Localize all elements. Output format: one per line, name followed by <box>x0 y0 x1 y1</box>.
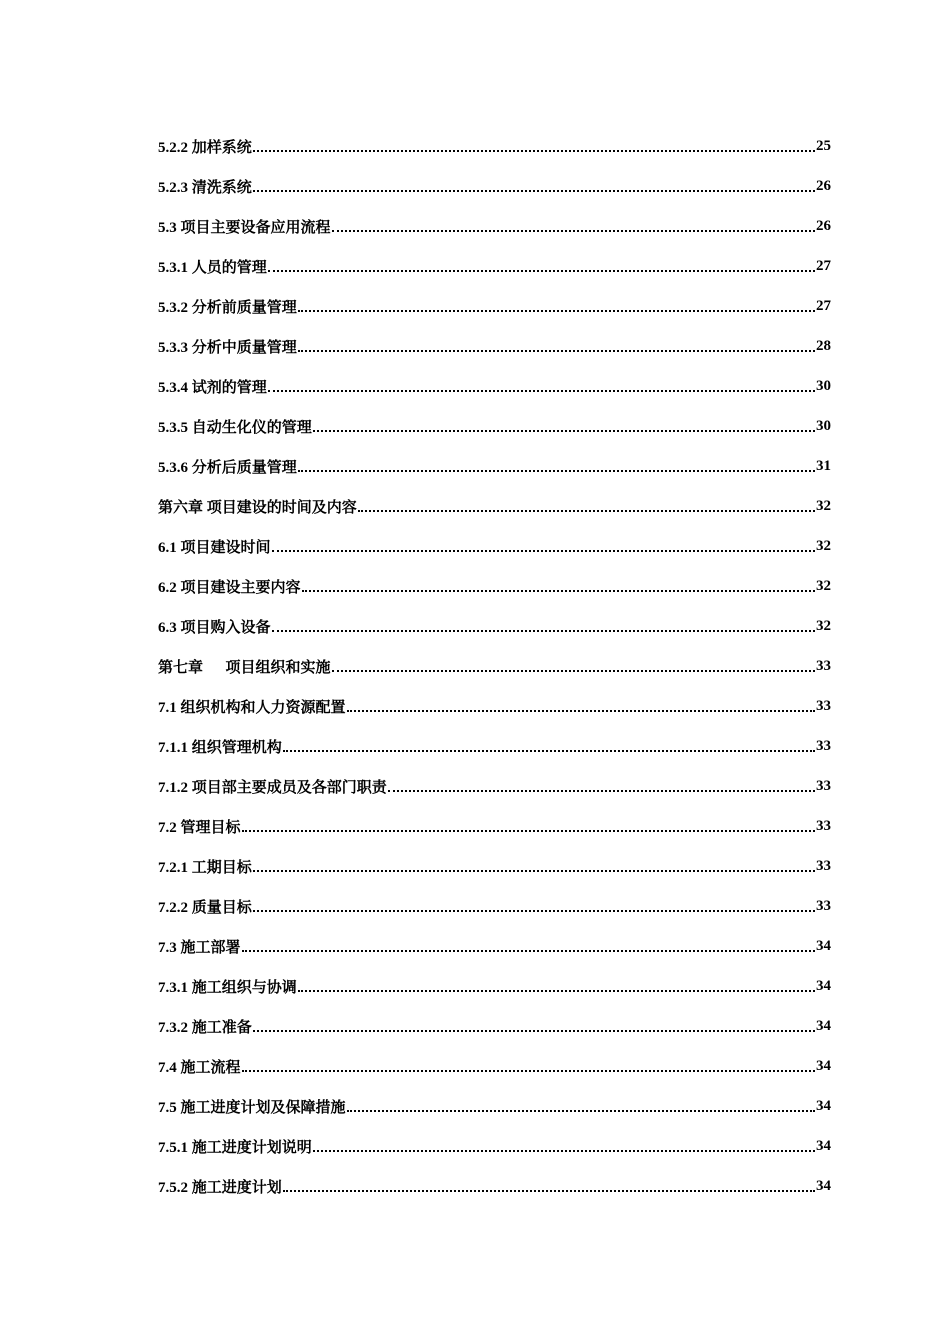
toc-entry-page: 33 <box>816 857 831 874</box>
toc-entry[interactable] <box>158 566 831 606</box>
toc-entry-page: 26 <box>816 177 831 194</box>
toc-entry[interactable] <box>158 286 831 326</box>
toc-entry[interactable] <box>158 326 831 366</box>
toc-entry-title: 第六章 项目建设的时间及内容 <box>158 499 357 516</box>
toc-entry-page: 34 <box>816 1057 831 1074</box>
toc-dot-leader <box>283 750 815 752</box>
toc-dot-leader <box>347 1110 815 1112</box>
toc-entry-title: 7.2 管理目标 <box>158 819 241 836</box>
toc-entry-title: 7.1 组织机构和人力资源配置 <box>158 699 346 716</box>
toc-entry-page: 32 <box>816 497 831 514</box>
toc-entry-page: 32 <box>816 617 831 634</box>
toc-entry-title: 7.4 施工流程 <box>158 1059 241 1076</box>
toc-entry[interactable] <box>158 766 831 806</box>
toc-entry-title: 6.1 项目建设时间 <box>158 539 271 556</box>
toc-dot-leader <box>272 630 815 632</box>
toc-entry-title: 7.3.2 施工准备 <box>158 1019 252 1036</box>
toc-entry-page: 34 <box>816 977 831 994</box>
toc-entry[interactable] <box>158 1046 831 1086</box>
toc-entry[interactable] <box>158 926 831 966</box>
toc-dot-leader <box>242 950 815 952</box>
toc-dot-leader <box>253 190 815 192</box>
toc-entry-page: 32 <box>816 577 831 594</box>
toc-dot-leader <box>253 910 815 912</box>
toc-entry[interactable] <box>158 526 831 566</box>
toc-entry-title: 6.2 项目建设主要内容 <box>158 579 301 596</box>
toc-dot-leader <box>298 990 815 992</box>
toc-dot-leader <box>283 1190 815 1192</box>
toc-entry-title: 5.3.2 分析前质量管理 <box>158 299 297 316</box>
toc-entry-page: 34 <box>816 1017 831 1034</box>
toc-dot-leader <box>268 390 815 392</box>
toc-dot-leader <box>253 870 815 872</box>
toc-entry-page: 26 <box>816 217 831 234</box>
toc-entry-title: 5.3.6 分析后质量管理 <box>158 459 297 476</box>
toc-entry-page: 30 <box>816 377 831 394</box>
toc-entry[interactable] <box>158 446 831 486</box>
toc-entry-page: 33 <box>816 897 831 914</box>
toc-entry[interactable] <box>158 966 831 1006</box>
toc-dot-leader <box>272 550 815 552</box>
toc-dot-leader <box>313 1150 815 1152</box>
toc-entry[interactable] <box>158 206 831 246</box>
toc-dot-leader <box>253 1030 815 1032</box>
toc-entry-title: 5.2.3 清洗系统 <box>158 179 252 196</box>
toc-entry-title: 7.2.1 工期目标 <box>158 859 252 876</box>
toc-entry-page: 34 <box>816 937 831 954</box>
toc-entry[interactable] <box>158 806 831 846</box>
toc-entry-title: 5.2.2 加样系统 <box>158 139 252 156</box>
toc-entry-page: 33 <box>816 697 831 714</box>
toc-entry[interactable] <box>158 126 831 166</box>
toc-entry[interactable] <box>158 886 831 926</box>
toc-entry-page: 34 <box>816 1177 831 1194</box>
toc-dot-leader <box>332 670 815 672</box>
toc-entry-page: 34 <box>816 1137 831 1154</box>
toc-dot-leader <box>358 510 815 512</box>
toc-entry[interactable] <box>158 606 831 646</box>
toc-entry[interactable] <box>158 486 831 526</box>
toc-dot-leader <box>313 430 815 432</box>
toc-entry[interactable] <box>158 646 831 686</box>
toc-entry-page: 32 <box>816 537 831 554</box>
toc-entry-page: 25 <box>816 137 831 154</box>
toc-entry[interactable] <box>158 846 831 886</box>
toc-dot-leader <box>242 830 815 832</box>
toc-entry[interactable] <box>158 246 831 286</box>
toc-entry-page: 33 <box>816 817 831 834</box>
toc-entry-title: 5.3.4 试剂的管理 <box>158 379 267 396</box>
toc-entry-page: 34 <box>816 1097 831 1114</box>
toc-entry-title: 5.3.3 分析中质量管理 <box>158 339 297 356</box>
toc-entry[interactable] <box>158 726 831 766</box>
table-of-contents <box>158 126 831 1206</box>
toc-entry-title: 5.3.1 人员的管理 <box>158 259 267 276</box>
toc-entry-title: 7.5 施工进度计划及保障措施 <box>158 1099 346 1116</box>
toc-entry-page: 28 <box>816 337 831 354</box>
toc-entry-title: 7.1.2 项目部主要成员及各部门职责 <box>158 779 387 796</box>
toc-entry[interactable] <box>158 1006 831 1046</box>
toc-entry-title: 7.3 施工部署 <box>158 939 241 956</box>
toc-entry-title: 6.3 项目购入设备 <box>158 619 271 636</box>
toc-dot-leader <box>242 1070 815 1072</box>
toc-entry-page: 33 <box>816 657 831 674</box>
toc-dot-leader <box>347 710 815 712</box>
toc-entry-title: 7.5.2 施工进度计划 <box>158 1179 282 1196</box>
toc-entry[interactable] <box>158 1126 831 1166</box>
toc-entry-page: 31 <box>816 457 831 474</box>
toc-entry-title: 5.3.5 自动生化仪的管理 <box>158 419 312 436</box>
toc-dot-leader <box>298 310 815 312</box>
toc-dot-leader <box>253 150 815 152</box>
toc-entry-page: 27 <box>816 297 831 314</box>
toc-dot-leader <box>298 470 815 472</box>
toc-dot-leader <box>388 790 815 792</box>
toc-entry-title: 第七章 项目组织和实施 <box>158 659 331 676</box>
toc-entry-title: 5.3 项目主要设备应用流程 <box>158 219 331 236</box>
toc-entry[interactable] <box>158 1166 831 1206</box>
toc-dot-leader <box>332 230 815 232</box>
toc-entry[interactable] <box>158 366 831 406</box>
toc-entry-page: 33 <box>816 737 831 754</box>
toc-entry-title: 7.2.2 质量目标 <box>158 899 252 916</box>
toc-entry[interactable] <box>158 406 831 446</box>
toc-entry-page: 33 <box>816 777 831 794</box>
toc-dot-leader <box>298 350 815 352</box>
toc-entry-title: 7.5.1 施工进度计划说明 <box>158 1139 312 1156</box>
toc-entry[interactable] <box>158 1086 831 1126</box>
toc-entry[interactable] <box>158 166 831 206</box>
toc-entry-page: 30 <box>816 417 831 434</box>
toc-entry-page: 27 <box>816 257 831 274</box>
toc-entry-title: 7.3.1 施工组织与协调 <box>158 979 297 996</box>
toc-dot-leader <box>268 270 815 272</box>
toc-entry-title: 7.1.1 组织管理机构 <box>158 739 282 756</box>
toc-entry[interactable] <box>158 686 831 726</box>
toc-dot-leader <box>302 590 815 592</box>
